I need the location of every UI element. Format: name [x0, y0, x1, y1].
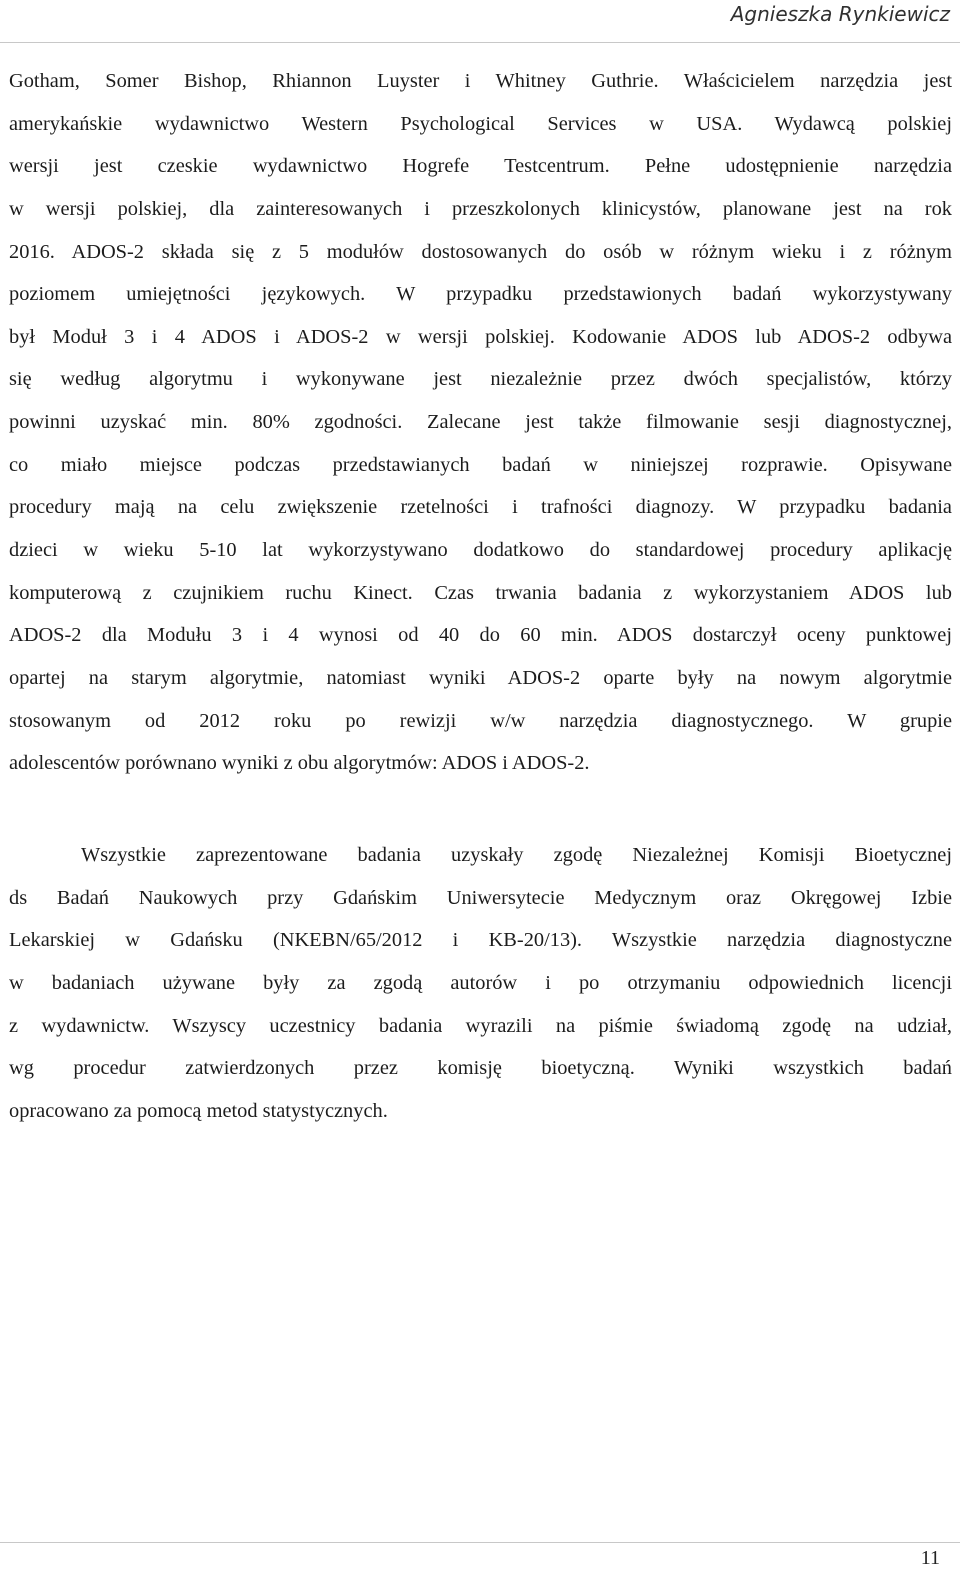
text-line: co miało miejsce podczas przedstawianych badań w niniejszej rozprawie. Opisywane — [9, 453, 952, 476]
text-line: Wszystkie zaprezentowane badania uzyskały zgodę Niezależnej Komisji Bioetycznej — [81, 844, 952, 866]
running-header-author: Agnieszka Rynkiewicz — [730, 2, 950, 26]
text-line: opartej na starym algorytmie, natomiast wyniki ADOS-2 oparte były na nowym algorytmie — [9, 666, 952, 689]
text-line: z wydawnictw. Wszyscy uczestnicy badania wyrazili na piśmie świadomą zgodę na udział, — [9, 1014, 952, 1037]
text-line: ds Badań Naukowych przy Gdańskim Uniwersytecie Medycznym oraz Okręgowej Izbie — [9, 886, 952, 909]
text-line: stosowanym od 2012 roku po rewizji w/w narzędzia diagnostycznego. W grupie — [9, 709, 952, 732]
text-line: 2016. ADOS-2 składa się z 5 modułów dostosowanych do osób w różnym wieku i z różnym — [9, 240, 952, 263]
text-line: powinni uzyskać min. 80% zgodności. Zalecane jest także filmowanie sesji diagnostycznej, — [9, 411, 952, 434]
footer-rule — [0, 1542, 960, 1543]
text-line: amerykańskie wydawnictwo Western Psychological Services w USA. Wydawcą polskiej — [9, 112, 952, 135]
page-number: 11 — [920, 1547, 940, 1569]
text-line: wersji jest czeskie wydawnictwo Hogrefe Testcentrum. Pełne udostępnienie narzędzia — [9, 155, 952, 178]
text-line: w wersji polskiej, dla zainteresowanych i przeszkolonych klinicystów, planowane jest na rok — [9, 197, 952, 220]
text-line: Lekarskiej w Gdańsku (NKEBN/65/2012 i KB-20/13). Wszystkie narzędzia diagnostyczne — [9, 929, 952, 952]
text-line: był Moduł 3 i 4 ADOS i ADOS-2 w wersji polskiej. Kodowanie ADOS lub ADOS-2 odbywa — [9, 325, 952, 348]
text-line: ADOS-2 dla Modułu 3 i 4 wynosi od 40 do 60 min. ADOS dostarczył oceny punktowej — [9, 624, 952, 647]
text-line: komputerową z czujnikiem ruchu Kinect. Czas trwania badania z wykorzystaniem ADOS lub — [9, 581, 952, 604]
paragraph-ethics-approval — [9, 834, 952, 1132]
text-line: się według algorytmu i wykonywane jest niezależnie przez dwóch specjalistów, którzy — [9, 368, 952, 391]
text-line: w badaniach używane były za zgodą autorów i po otrzymaniu odpowiednich licencji — [9, 971, 952, 994]
text-line: procedury mają na celu zwiększenie rzetelności i trafności diagnozy. W przypadku badania — [9, 496, 952, 519]
text-line: poziomem umiejętności językowych. W przypadku przedstawionych badań wykorzystywany — [9, 283, 952, 306]
header-rule — [0, 42, 960, 43]
text-line: dzieci w wieku 5-10 lat wykorzystywano dodatkowo do standardowej procedury aplikację — [9, 539, 952, 562]
text-line: opracowano za pomocą metod statystycznych. — [9, 1099, 388, 1122]
paragraph-ados-description — [9, 60, 952, 785]
text-line: Gotham, Somer Bishop, Rhiannon Luyster i Whitney Guthrie. Właścicielem narzędzia jest — [9, 70, 952, 92]
text-line: wg procedur zatwierdzonych przez komisję bioetyczną. Wyniki wszystkich badań — [9, 1057, 952, 1080]
text-line: adolescentów porównano wyniki z obu algorytmów: ADOS i ADOS-2. — [9, 752, 590, 775]
